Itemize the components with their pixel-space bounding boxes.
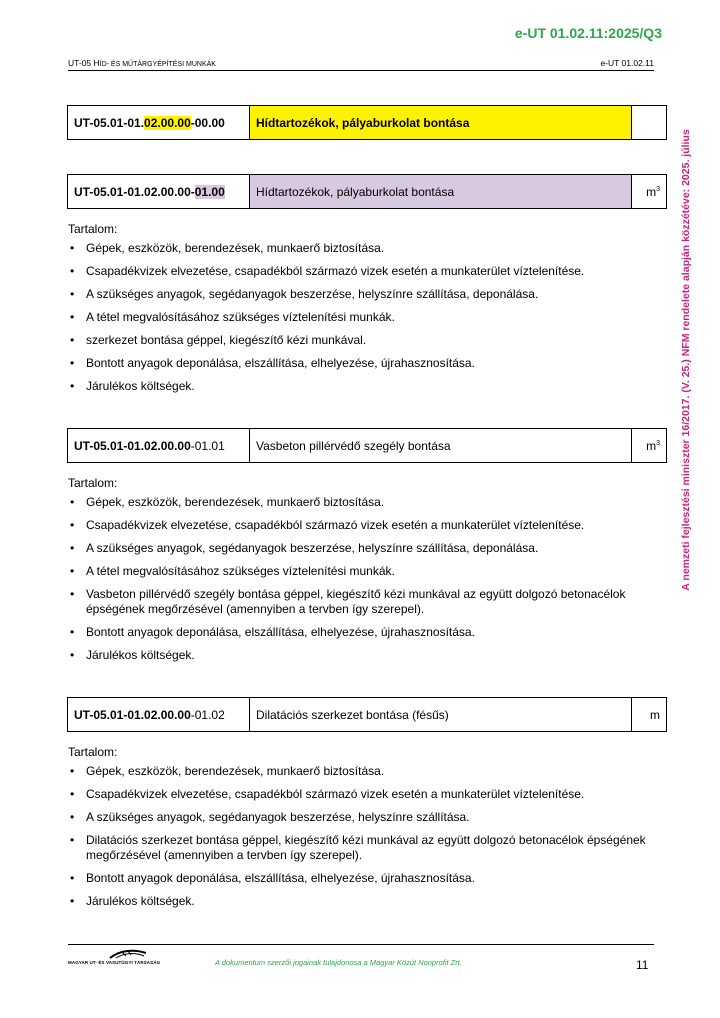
header-rule (68, 70, 654, 71)
list-item: • Csapadékvizek elvezetése, csapadékból származó vizek esetén a munkaterület víztelenítése. (68, 787, 668, 802)
table-row (68, 175, 667, 209)
table-row (68, 106, 667, 140)
list-item: • Járulékos költségek. (68, 379, 668, 394)
list-item: • Csapadékvizek elvezetése, csapadékból származó vizek esetén a munkaterület víztelenítése. (68, 264, 668, 279)
item-code: UT-05.01-01.02.00.00-00.00 (68, 106, 250, 140)
page-number: 11 (636, 958, 649, 972)
list-item: • Csapadékvizek elvezetése, csapadékból származó vizek esetén a munkaterület víztelenítése. (68, 518, 668, 533)
content-list (68, 764, 668, 909)
list-item: • A tétel megvalósításához szükséges víztelenítési munkák. (68, 564, 668, 579)
list-item: • A tétel megvalósításához szükséges víztelenítési munkák. (68, 310, 668, 325)
item-table (67, 174, 667, 209)
section-title: UT-05 HÍD- ÉS MŰTÁRGYÉPÍTÉSI MUNKÁK (68, 58, 216, 68)
list-item: • szerkezet bontása géppel, kiegészítő kézi munkával. (68, 333, 668, 348)
list-item: • Vasbeton pillérvédő szegély bontása géppel, kiegészítő kézi munkával az együtt dolgozó betonacélok épségének megőrzésével (amennyiben a tervben így szerepel). (68, 587, 668, 617)
list-item: • Bontott anyagok deponálása, elszállítása, elhelyezése, újrahasznosítása. (68, 356, 668, 371)
content-label: Tartalom: (68, 222, 118, 236)
item-unit (632, 106, 667, 140)
item-unit: $m^3$ (632, 175, 667, 209)
item-name: Dilatációs szerkezet bontása (fésűs) (250, 698, 632, 732)
logo-road-icon (108, 948, 148, 960)
item-table (67, 428, 667, 463)
item-name: Hídtartozékok, pályaburkolat bontása (250, 106, 632, 140)
item-code: UT-05.01-01.02.00.00-01.01 (68, 429, 250, 463)
item-content (68, 745, 668, 917)
list-item: • Gépek, eszközök, berendezések, munkaerő biztosítása. (68, 764, 668, 779)
item-content (68, 476, 668, 671)
item-code: UT-05.01-01.02.00.00-01.02 (68, 698, 250, 732)
list-item: • Gépek, eszközök, berendezések, munkaerő biztosítása. (68, 495, 668, 510)
list-item: • Járulékos költségek. (68, 648, 668, 663)
side-note: A nemzeti fejlesztési miniszter 16/2017. (V. 25.) NFM rendelete alapján közzétéve: 2025. július (680, 129, 692, 591)
list-item: • Bontott anyagok deponálása, elszállítása, elhelyezése, újrahasznosítása. (68, 871, 668, 886)
item-code: UT-05.01-01.02.00.00-01.00 (68, 175, 250, 209)
document-code: e-UT 01.02.11:2025/Q3 (514, 25, 662, 41)
item-unit: m (632, 698, 667, 732)
content-list (68, 495, 668, 663)
header-reference: e-UT 01.02.11 (600, 58, 654, 68)
list-item: • Dilatációs szerkezet bontása géppel, kiegészítő kézi munkával az együtt dolgozó betonacélok épségének megőrzésével (amennyiben a tervben így szerepel). (68, 833, 668, 863)
content-label: Tartalom: (68, 745, 118, 759)
item-header-table (67, 105, 667, 140)
table-row (68, 698, 667, 732)
list-item: • A szükséges anyagok, segédanyagok beszerzése, helyszínre szállítása, deponálása. (68, 541, 668, 556)
item-content (68, 222, 668, 402)
list-item: • A szükséges anyagok, segédanyagok beszerzése, helyszínre szállítása, deponálása. (68, 287, 668, 302)
item-unit: $m^3$ (632, 429, 667, 463)
copyright-note: A dokumentum szerzői jogainak tulajdonosa a Magyar Közút Nonprofit Zrt. (215, 958, 462, 967)
table-row (68, 429, 667, 463)
content-label: Tartalom: (68, 476, 118, 490)
item-name: Hídtartozékok, pályaburkolat bontása (250, 175, 632, 209)
item-name: Vasbeton pillérvédő szegély bontása (250, 429, 632, 463)
content-list (68, 241, 668, 394)
list-item: • Bontott anyagok deponálása, elszállítása, elhelyezése, újrahasznosítása. (68, 625, 668, 640)
organization-logo (68, 948, 163, 970)
item-table (67, 697, 667, 732)
list-item: • Járulékos költségek. (68, 894, 668, 909)
list-item: • A szükséges anyagok, segédanyagok beszerzése, helyszínre szállítása. (68, 810, 668, 825)
running-header (68, 58, 654, 68)
footer-rule (68, 944, 654, 945)
list-item: • Gépek, eszközök, berendezések, munkaerő biztosítása. (68, 241, 668, 256)
logo-text: MAGYAR UT- ÉS VASUTÜGYI TÁRSASÁG (68, 960, 161, 965)
